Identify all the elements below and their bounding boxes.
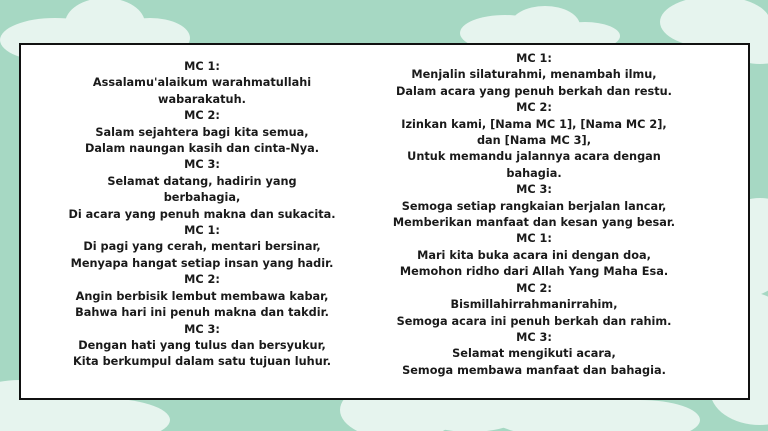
script-line: Semoga membawa manfaat dan bahagia. xyxy=(402,363,666,377)
script-line: Di acara yang penuh makna dan sukacita. xyxy=(68,207,336,221)
script-line: Selamat datang, hadirin yang xyxy=(107,174,297,188)
script-line: Dalam naungan kasih dan cinta-Nya. xyxy=(84,142,320,156)
speaker-label: MC 2: xyxy=(516,281,552,295)
script-line: Salam sejahtera bagi kita semua, xyxy=(95,125,309,139)
script-line: Selamat mengikuti acara, xyxy=(452,347,616,361)
right-column xyxy=(389,51,679,379)
script-line: Menyapa hangat setiap insan yang hadir. xyxy=(70,256,334,270)
speaker-label: MC 3: xyxy=(184,158,220,172)
script-line: Angin berbisik lembut membawa kabar, xyxy=(75,289,329,303)
speaker-label: MC 2: xyxy=(184,273,220,287)
script-line: Dengan hati yang tulus dan bersyukur, xyxy=(78,338,326,352)
script-line: Mari kita buka acara ini dengan doa, xyxy=(417,248,651,262)
script-line: berbahagia, xyxy=(163,191,241,205)
script-line: Kita berkumpul dalam satu tujuan luhur. xyxy=(72,355,331,369)
speaker-label: MC 3: xyxy=(516,330,552,344)
script-line: wabarakatuh. xyxy=(158,92,246,106)
speaker-label: MC 1: xyxy=(184,60,220,73)
script-line: Bahwa hari ini penuh makna dan takdir. xyxy=(75,306,329,320)
left-column xyxy=(61,59,343,371)
script-line: Menjalin silaturahmi, menambah ilmu, xyxy=(411,68,657,82)
script-line: Untuk memandu jalannya acara dengan xyxy=(407,150,661,164)
script-line: Dalam acara yang penuh berkah dan restu. xyxy=(396,84,672,98)
speaker-label: MC 1: xyxy=(516,232,552,246)
script-line: Semoga setiap rangkaian berjalan lancar, xyxy=(401,199,667,213)
speaker-label: MC 2: xyxy=(516,101,552,115)
speaker-label: MC 1: xyxy=(184,224,220,238)
speaker-label: MC 2: xyxy=(184,109,220,123)
script-line: Di pagi yang cerah, mentari bersinar, xyxy=(83,240,321,254)
speaker-label: MC 1: xyxy=(516,52,552,65)
script-line: Semoga acara ini penuh berkah dan rahim. xyxy=(396,314,672,328)
speaker-label: MC 3: xyxy=(184,322,220,336)
speaker-label: MC 3: xyxy=(516,183,552,197)
script-line: Memohon ridho dari Allah Yang Maha Esa. xyxy=(399,265,669,279)
script-line: Assalamu'alaikum warahmatullahi xyxy=(92,76,312,90)
script-line: dan [Nama MC 3], xyxy=(476,134,592,148)
script-line: Izinkan kami, [Nama MC 1], [Nama MC 2], xyxy=(401,117,667,131)
script-card xyxy=(19,43,750,400)
script-line: Bismillahirrahmanirrahim, xyxy=(450,298,618,312)
script-line: Memberikan manfaat dan kesan yang besar. xyxy=(392,216,676,230)
script-line: bahagia. xyxy=(506,166,562,180)
